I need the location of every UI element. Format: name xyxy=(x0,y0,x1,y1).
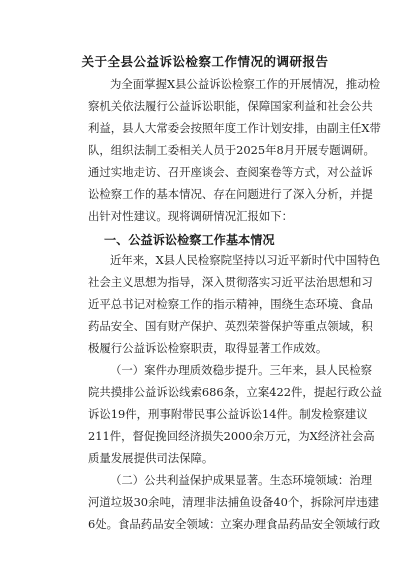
subsection2-line: 河道垃圾30余吨，清理非法捕鱼设备40个，拆除河岸违建 xyxy=(88,495,379,509)
section1-line: 近平总书记对检察工作的指示精神，围绕生态环境、食品 xyxy=(88,297,373,311)
intro-line: 为全面掌握X县公益诉讼检察工作的开展情况，推动检 xyxy=(110,77,381,91)
intro-line: 讼检察工作的基本情况、存在问题进行了深入分析，并提 xyxy=(88,187,373,201)
intro-line: 队，组织法制工委相关人员于2025年8月开展专题调研。 xyxy=(88,143,375,157)
subsection1-line: 诉讼19件，刑事附带民事公益诉讼14件。制发检察建议 xyxy=(88,407,368,421)
section1-line: 近年来，X县人民检察院坚持以习近平新时代中国特色 xyxy=(110,253,381,267)
intro-line: 利益，县人大常委会按照年度工作计划安排，由副主任X带 xyxy=(88,121,381,135)
document-title: 关于全县公益诉讼检察工作情况的调研报告 xyxy=(81,54,329,69)
subsection1-line: 211件，督促挽回经济损失2000余万元，为X经济社会高 xyxy=(88,429,375,443)
subsection2-line: （二）公共利益保护成果显著。生态环境领域：治理 xyxy=(110,473,372,487)
section1-line: 极履行公益诉讼检察职责，取得显著工作成效。 xyxy=(88,341,328,355)
intro-line: 察机关依法履行公益诉讼职能，保障国家利益和社会公共 xyxy=(88,99,373,113)
subsection2-line: 6处。食品药品安全领域：立案办理食品药品安全领域行政 xyxy=(88,517,381,531)
subsection1-line: （一）案件办理质效稳步提升。三年来，县人民检察 xyxy=(110,363,372,377)
subsection1-line: 院共摸排公益诉讼线索686条，立案422件，提起行政公益 xyxy=(88,385,383,399)
subsection1-line: 质量发展提供司法保障。 xyxy=(88,451,214,465)
intro-line: 通过实地走访、召开座谈会、查阅案卷等方式，对公益诉 xyxy=(88,165,373,179)
section-heading: 一、公益诉讼检察工作基本情况 xyxy=(104,233,275,247)
section1-line: 药品安全、国有财产保护、英烈荣誉保护等重点领域，积 xyxy=(88,319,373,333)
section1-line: 社会主义思想为指导，深入贯彻落实习近平法治思想和习 xyxy=(88,275,373,289)
intro-line: 出针对性建议。现将调研情况汇报如下： xyxy=(88,209,294,223)
